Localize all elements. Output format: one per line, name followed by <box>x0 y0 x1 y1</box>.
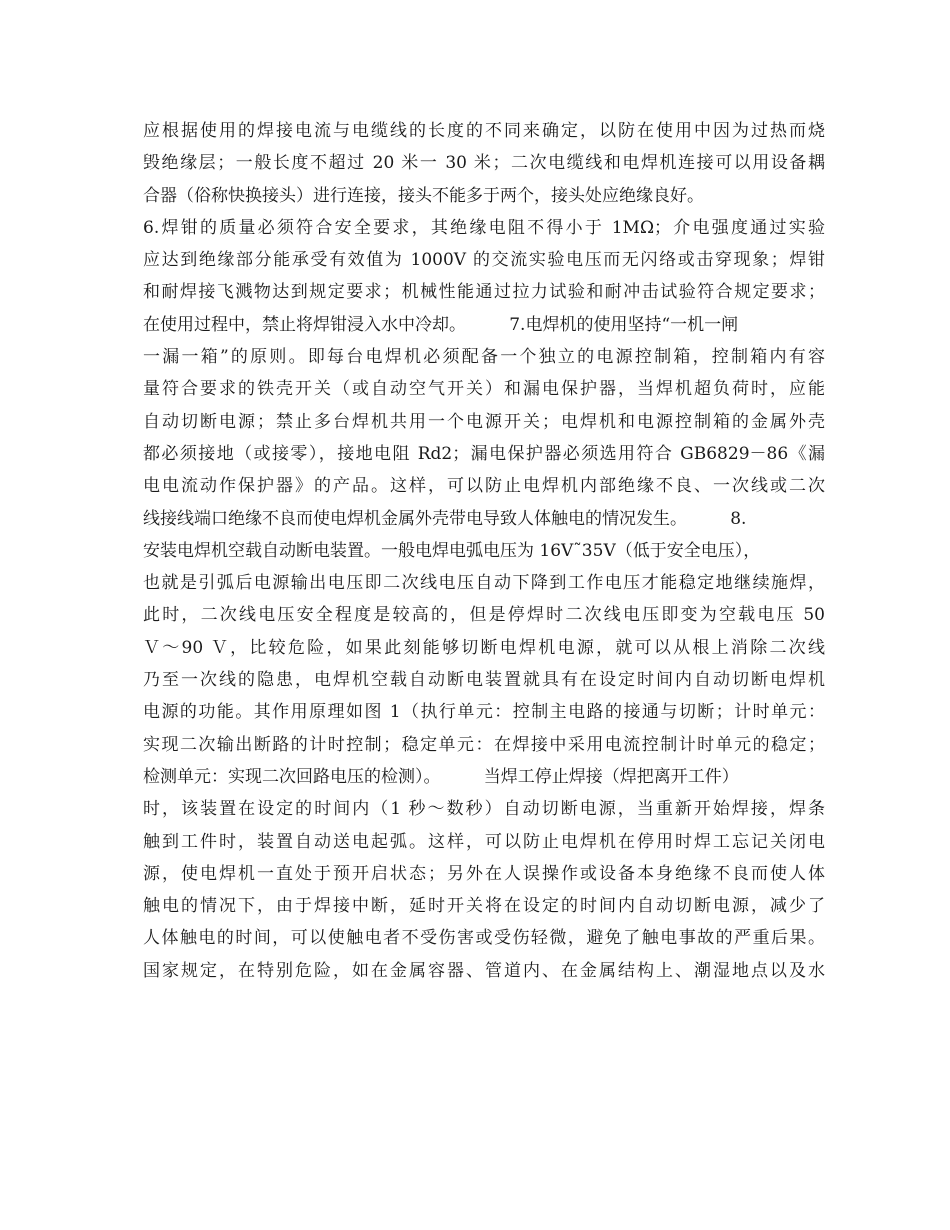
text-line: 乃至一次线的隐患，电焊机空载自动断电装置就具有在设定时间内自动切断电焊机 <box>143 670 825 691</box>
body-text <box>143 115 825 987</box>
text-line: 此时，二次线电压安全程度是较高的，但是停焊时二次线电压即变为空载电压 50 <box>143 605 825 626</box>
text-line: 和耐焊接飞溅物达到规定要求；机械性能通过拉力试验和耐冲击试验符合规定要求； <box>143 282 825 303</box>
text-line: 安装电焊机空载自动断电装置。一般电焊电弧电压为 16V˜35V（低于安全电压）， <box>143 540 761 561</box>
text-line: 人体触电的时间，可以使触电者不受伤害或受伤轻微，避免了触电事故的严重后果。 <box>143 928 825 949</box>
text-line: 电源的功能。其作用原理如图 1（执行单元：控制主电路的接通与切断；计时单元： <box>143 702 825 723</box>
text-line: 源，使电焊机一直处于预开启状态；另外在人误操作或设备本身绝缘不良而使人体 <box>143 863 825 884</box>
text-line: 6.焊钳的质量必须符合安全要求，其绝缘电阻不得小于 1MΩ；介电强度通过实验 <box>143 217 825 238</box>
text-line: 实现二次输出断路的计时控制；稳定单元：在焊接中采用电流控制计时单元的稳定； <box>143 734 825 755</box>
text-line: Ｖ～90 Ｖ，比较危险，如果此刻能够切断电焊机电源，就可以从根上消除二次线 <box>143 637 825 658</box>
text-line: 时，该装置在设定的时间内（1 秒～数秒）自动切断电源，当重新开始焊接，焊条 <box>143 799 825 820</box>
text-line: 合器（俗称快换接头）进行连接，接头不能多于两个，接头处应绝缘良好。 <box>143 185 704 206</box>
text-line: 自动切断电源；禁止多台焊机共用一个电源开关；电焊机和电源控制箱的金属外壳 <box>143 411 825 432</box>
text-line: 都必须接地（或接零），接地电阻 Rd2；漏电保护器必须选用符合 GB6829－86《漏 <box>143 443 825 464</box>
text-line: 量符合要求的铁壳开关（或自动空气开关）和漏电保护器，当焊机超负荷时，应能 <box>143 379 825 400</box>
text-line: 毁绝缘层；一般长度不超过 20 米一 30 米；二次电缆线和电焊机连接可以用设备耦 <box>143 153 825 174</box>
text-line: 也就是引弧后电源输出电压即二次线电压自动下降到工作电压才能稳定地继续施焊， <box>143 573 825 594</box>
text-line: 检测单元：实现二次回路电压的检测）。 当焊工停止焊接（焊把离开工件） <box>143 766 739 787</box>
text-line: 国家规定，在特别危险，如在金属容器、管道内、在金属结构上、潮湿地点以及水 <box>143 960 825 981</box>
text-line: 触到工件时，装置自动送电起弧。这样，可以防止电焊机在停用时焊工忘记关闭电 <box>143 831 825 852</box>
text-line: 触电的情况下，由于焊接中断，延时开关将在设定的时间内自动切断电源，减少了 <box>143 896 825 917</box>
text-line: 线接线端口绝缘不良而使电焊机金属外壳带电导致人体触电的情况发生。 8. <box>143 508 747 529</box>
text-line: 应达到绝缘部分能承受有效值为 1000V 的交流实验电压而无闪络或击穿现象；焊钳 <box>143 250 825 271</box>
text-line: 电电流动作保护器》的产品。这样，可以防止电焊机内部绝缘不良、一次线或二次 <box>143 476 825 497</box>
text-line: 在使用过程中，禁止将焊钳浸入水中冷却。 7.电焊机的使用坚持“一机一闸 <box>143 314 739 335</box>
text-line: 一漏一箱”的原则。即每台电焊机必须配备一个独立的电源控制箱，控制箱内有容 <box>143 347 825 368</box>
text-line: 应根据使用的焊接电流与电缆线的长度的不同来确定，以防在使用中因为过热而烧 <box>143 121 825 141</box>
